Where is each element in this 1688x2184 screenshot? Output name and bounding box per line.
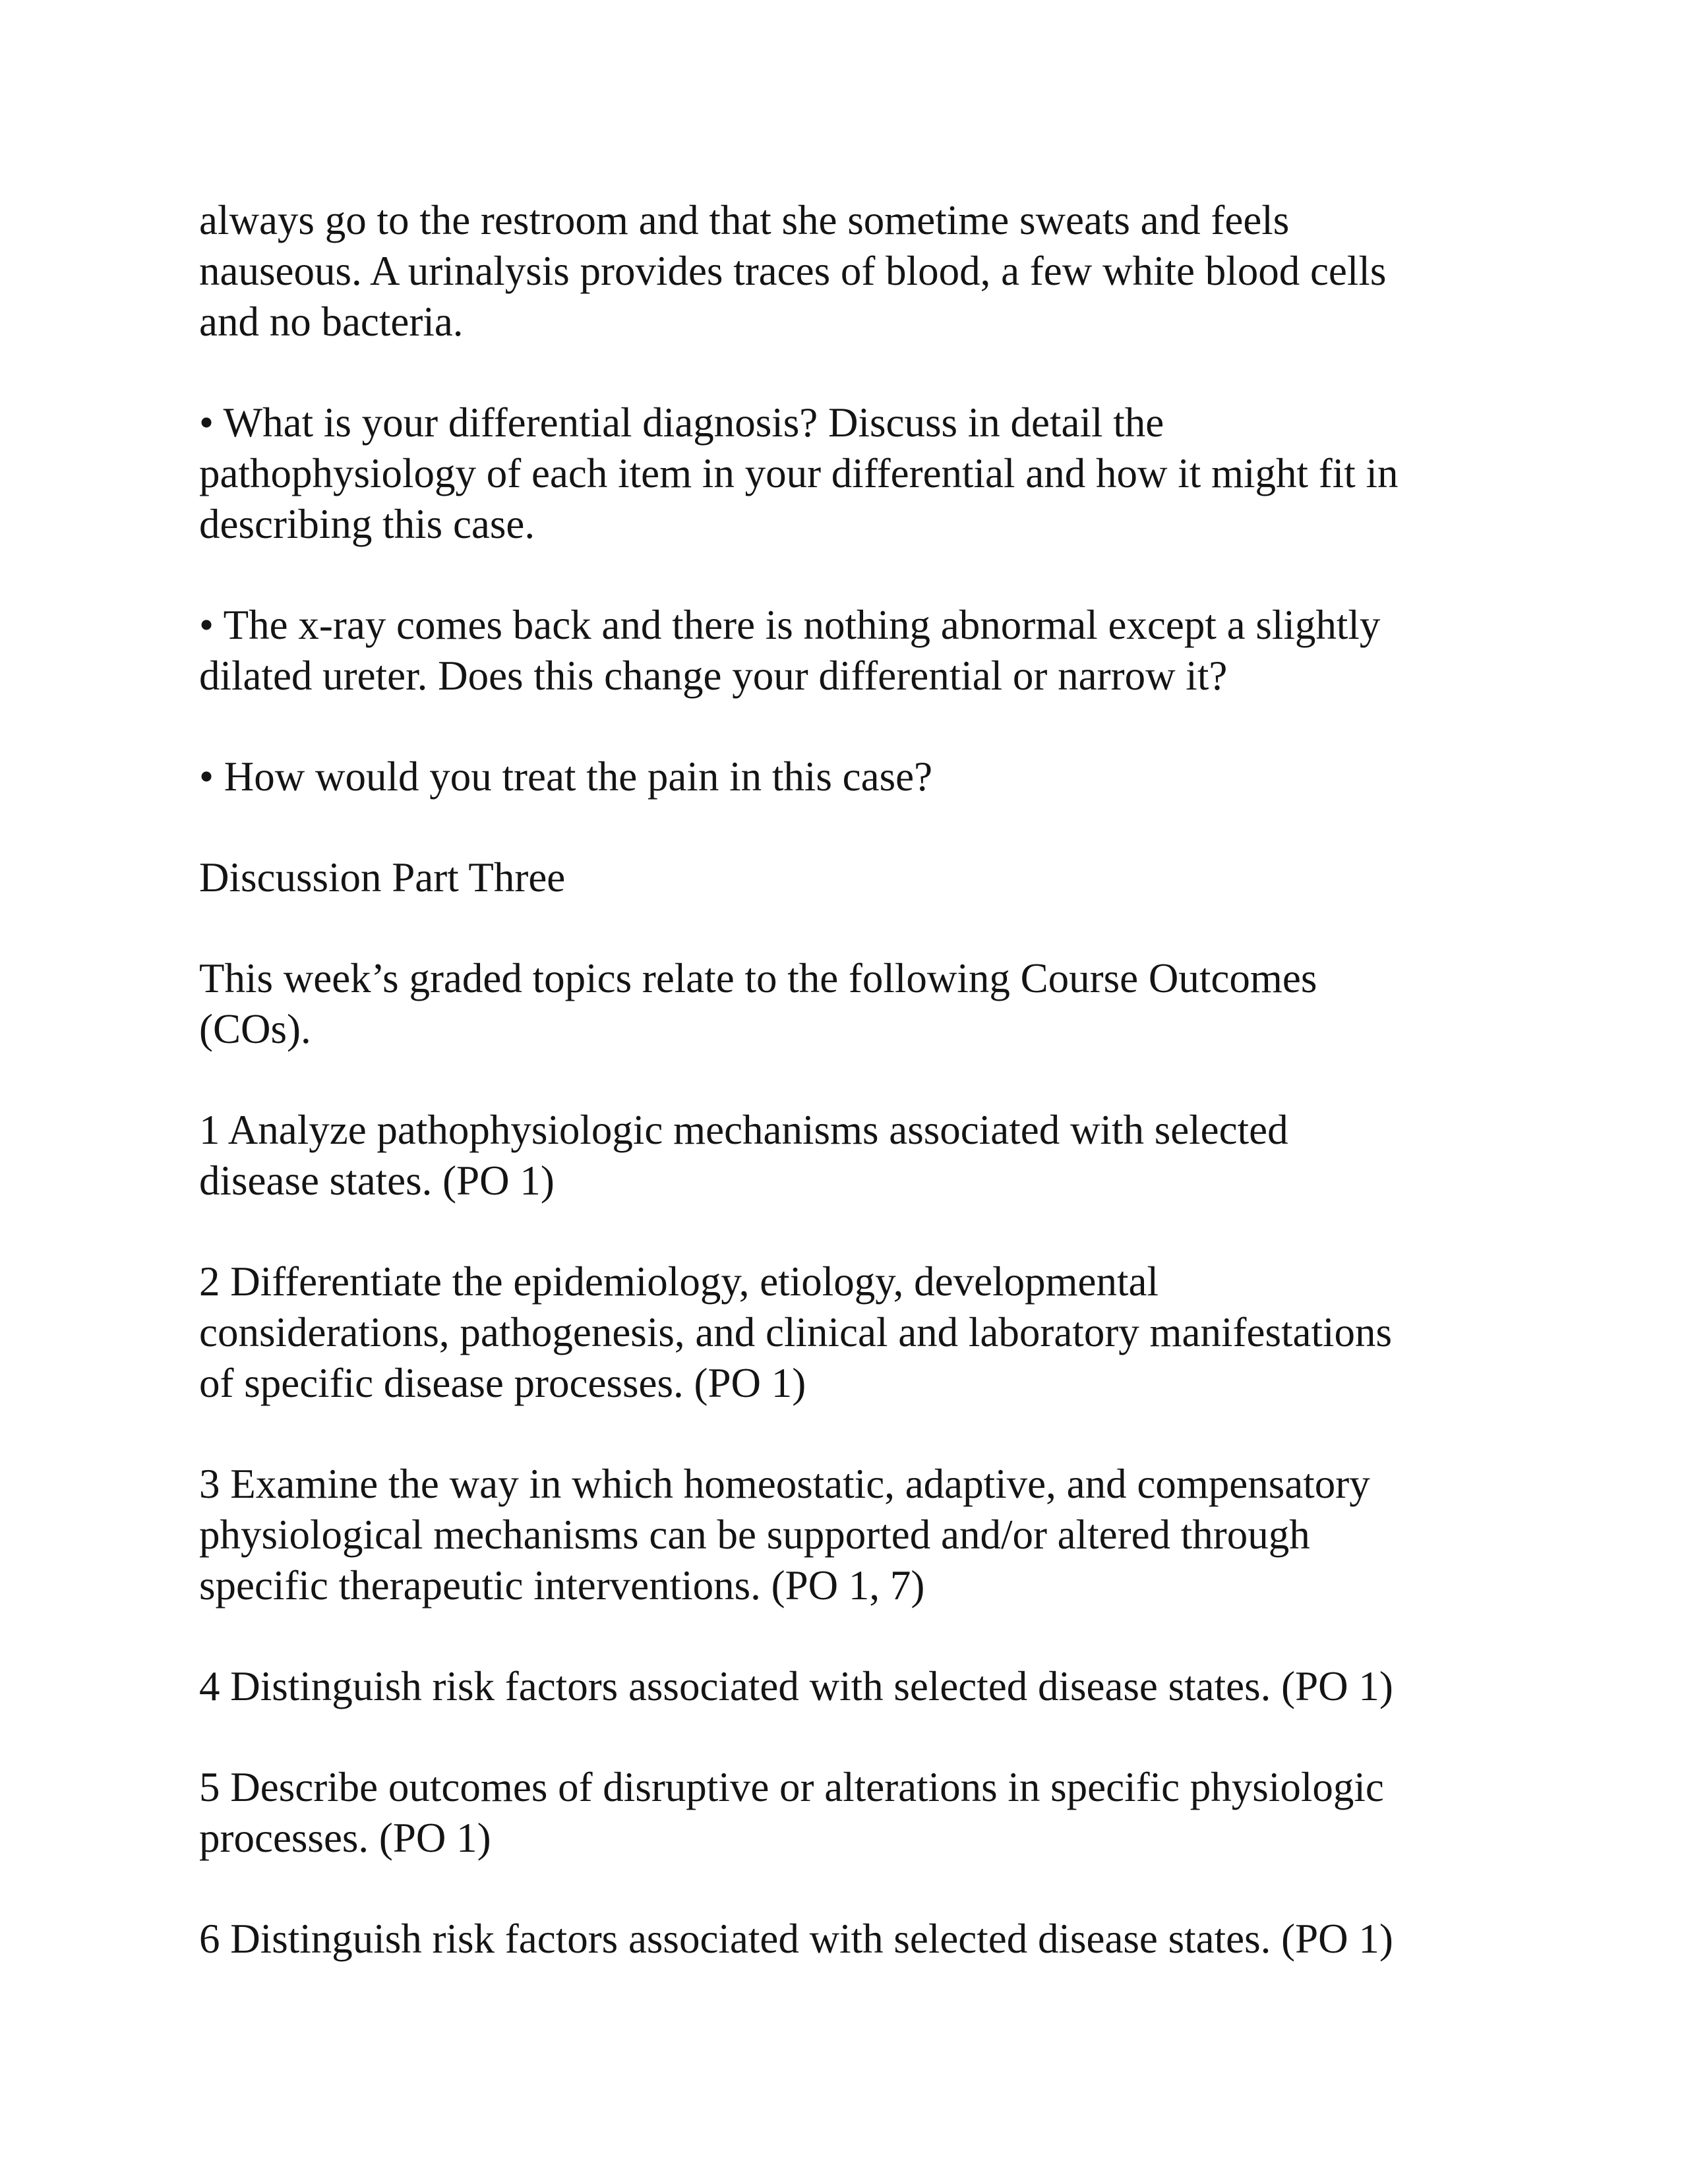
text-line: nauseous. A urinalysis provides traces of blood, a few white blood cells <box>199 248 1387 294</box>
course-outcome-5 <box>199 1762 1505 1864</box>
text-line: and no bacteria. <box>199 299 464 345</box>
course-outcome-6 <box>199 1914 1505 1964</box>
course-outcome-4 <box>199 1661 1505 1712</box>
heading-text: Discussion Part Three <box>199 854 566 900</box>
text-line: (COs). <box>199 1006 311 1052</box>
text-line: considerations, pathogenesis, and clinical and laboratory manifestations <box>199 1309 1392 1355</box>
text-line: • The x-ray comes back and there is nothing abnormal except a slightly <box>199 602 1381 648</box>
text-line: specific therapeutic interventions. (PO 1, 7) <box>199 1562 925 1608</box>
text-line: of specific disease processes. (PO 1) <box>199 1360 806 1406</box>
text-line: disease states. (PO 1) <box>199 1158 555 1204</box>
text-line: • How would you treat the pain in this case? <box>199 753 933 800</box>
text-line: 6 Distinguish risk factors associated with selected disease states. (PO 1) <box>199 1916 1393 1962</box>
course-outcome-1 <box>199 1105 1505 1206</box>
course-outcome-2 <box>199 1256 1505 1409</box>
text-line: 2 Differentiate the epidemiology, etiology, developmental <box>199 1258 1159 1305</box>
question-differential-diagnosis <box>199 398 1505 550</box>
text-line: 4 Distinguish risk factors associated with selected disease states. (PO 1) <box>199 1663 1393 1709</box>
text-line: • What is your differential diagnosis? Discuss in detail the <box>199 399 1164 446</box>
text-line: describing this case. <box>199 501 535 547</box>
text-line: processes. (PO 1) <box>199 1815 491 1861</box>
text-line: physiological mechanisms can be supported and/or altered through <box>199 1512 1310 1558</box>
text-line: dilated ureter. Does this change your differential or narrow it? <box>199 653 1228 699</box>
question-pain-treatment <box>199 752 1505 802</box>
text-line: always go to the restroom and that she sometime sweats and feels <box>199 197 1290 243</box>
section-heading <box>199 852 1505 903</box>
paragraph-case-continuation <box>199 195 1505 347</box>
course-outcomes-intro <box>199 953 1505 1055</box>
text-line: This week’s graded topics relate to the following Course Outcomes <box>199 955 1317 1001</box>
text-line: 3 Examine the way in which homeostatic, adaptive, and compensatory <box>199 1461 1370 1507</box>
text-line: 5 Describe outcomes of disruptive or alterations in specific physiologic <box>199 1764 1384 1810</box>
question-xray <box>199 600 1505 701</box>
course-outcome-3 <box>199 1459 1505 1611</box>
text-line: 1 Analyze pathophysiologic mechanisms associated with selected <box>199 1107 1288 1153</box>
text-line: pathophysiology of each item in your differential and how it might fit in <box>199 450 1399 496</box>
document-body <box>199 195 1505 2015</box>
